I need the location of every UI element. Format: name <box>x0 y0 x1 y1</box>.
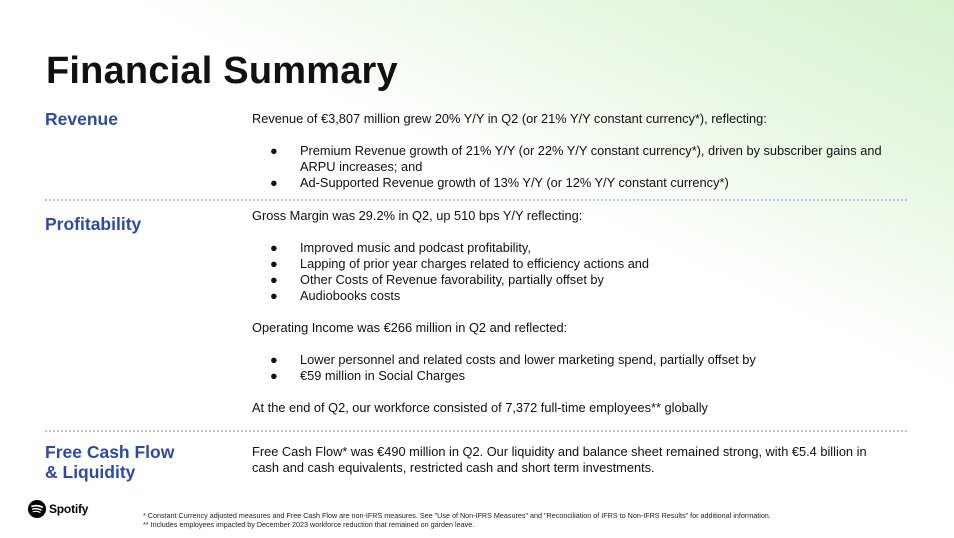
list-item: ● Ad-Supported Revenue growth of 13% Y/Y (or 12% Y/Y constant currency*) <box>270 175 729 190</box>
bullet-icon: ● <box>270 368 278 383</box>
list-item: ● Other Costs of Revenue favorability, partially offset by <box>270 272 604 287</box>
revenue-intro: Revenue of €3,807 million grew 20% Y/Y in Q2 (or 21% Y/Y constant currency*), reflecting: <box>252 111 767 126</box>
bullet-icon: ● <box>270 288 278 303</box>
operating-income-bullets <box>270 352 890 384</box>
list-item: ● €59 million in Social Charges <box>270 368 466 383</box>
bullet-icon: ● <box>270 352 278 367</box>
list-item: ● Audiobooks costs <box>270 288 401 303</box>
bullet-icon: ● <box>270 240 278 255</box>
operating-income-intro: Operating Income was €266 million in Q2 and reflected: <box>252 320 568 335</box>
footnote: * Constant Currency adjusted measures and Free Cash Flow are non-IFRS measures. See "Use of Non-IFRS Measures" and "Reconciliation of IFRS to Non-IFRS Results" for additional information. <box>143 511 771 520</box>
revenue-heading: Revenue <box>45 109 118 129</box>
bullet-icon: ● <box>270 143 278 158</box>
bullet-icon: ● <box>270 256 278 271</box>
section-divider <box>45 430 907 432</box>
profitability-bullets <box>270 240 890 304</box>
page-title: Financial Summary <box>46 50 398 92</box>
revenue-bullets <box>270 143 890 191</box>
list-item: ● Premium Revenue growth of 21% Y/Y (or 22% Y/Y constant currency*), driven by subscriber gains and ARPU increases; and <box>270 143 882 174</box>
profitability-intro: Gross Margin was 29.2% in Q2, up 510 bps Y/Y reflecting: <box>252 208 583 223</box>
list-item: ● Improved music and podcast profitability, <box>270 240 531 255</box>
logo-text: Spotify <box>49 502 89 516</box>
bullet-icon: ● <box>270 272 278 287</box>
profitability-heading: Profitability <box>45 214 142 234</box>
fcf-heading: Free Cash Flow & Liquidity <box>45 442 175 482</box>
fcf-text: Free Cash Flow* was €490 million in Q2. Our liquidity and balance sheet remained strong, with €5.4 billion in cash and cash equivalents, restricted cash and short term investments. <box>252 444 867 475</box>
list-item: ● Lower personnel and related costs and lower marketing spend, partially offset by <box>270 352 756 367</box>
bullet-icon: ● <box>270 175 278 190</box>
spotify-icon <box>28 500 46 518</box>
footnote: ** Includes employees impacted by December 2023 workforce reduction that remained on garden leave. <box>143 520 475 529</box>
workforce-note: At the end of Q2, our workforce consisted of 7,372 full-time employees** globally <box>252 400 708 415</box>
list-item: ● Lapping of prior year charges related to efficiency actions and <box>270 256 650 271</box>
section-divider <box>45 199 907 201</box>
spotify-logo <box>28 500 88 518</box>
